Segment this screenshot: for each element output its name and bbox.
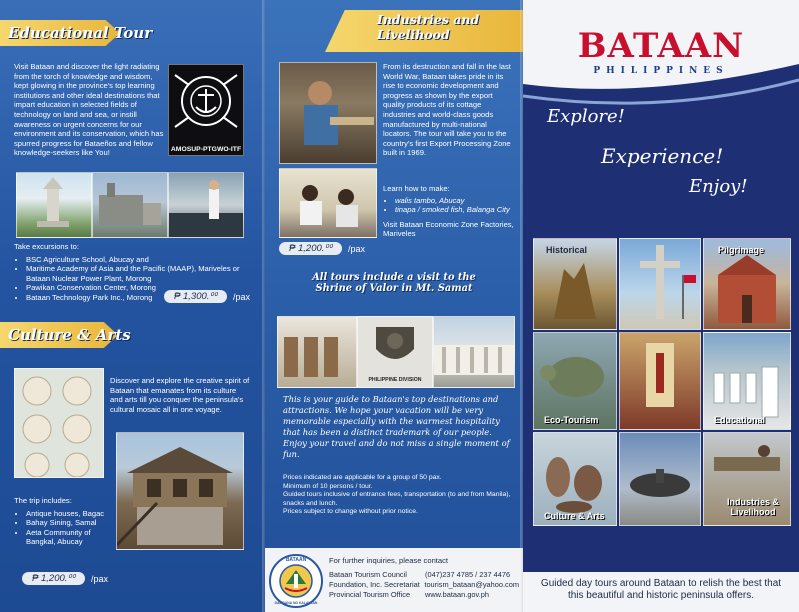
cover-footer: Guided day tours around Bataan to relish the best that this beautiful and historic peninsula offers. [540,578,782,601]
tile-culture [533,432,617,526]
panel-industries-shrine [265,0,523,612]
tile-industries-label: Industries & Livelihood [726,497,779,517]
photo-museum [277,316,357,388]
shrine-heading [265,272,523,294]
educational-banner [8,20,152,46]
photo-craftsman [279,62,377,164]
excursion-item: • Maritime Academy of Asia and the Pacific (MAAP), Mariveles or Bataan Nuclear Power Plant, Morong [26,264,256,283]
photo-antique-house [116,432,244,550]
culture-price [22,572,108,585]
tile-shrine-cross [619,238,701,330]
contact-info: www.bataan.gov.ph [425,590,489,599]
learn-item: • walis tambo, Abucay [395,196,515,206]
tile-church-interior [619,332,701,430]
guide-text: This is your guide to Bataan's top destinations and attractions. We hope your vacation will be very memorable especially with the warmest hospitality that has been a distinct trademark of our people. Enjoy your travel and do not miss a single moment of fun. [283,394,510,459]
price-amount: 1,200.⁰⁰ [40,573,76,584]
photo-power-plant [92,172,168,238]
tile-historical [533,238,617,330]
industries-banner [377,12,479,42]
amosup-seal [168,64,244,156]
contact-org: Bataan Tourism Council [329,570,407,579]
note: Prices indicated are applicable for a group of 50 pax. [283,474,442,481]
learn-item: • tinapa / smoked fish, Balanga City [395,205,515,215]
price-unit: /pax [91,573,109,584]
panel-cover [523,0,799,612]
trip-item: • Bahay Sining, Samal [26,518,114,528]
trip-item: • Antique houses, Bagac [26,509,114,519]
plaque-caption: PHILIPPINE DIVISION [368,377,422,383]
photo-monument [16,172,92,238]
tile-culture-label: Culture & Arts [544,511,605,521]
tile-pilgrimage [703,238,791,330]
learn-label: Learn how to make: [383,184,450,193]
inquiry-label: For further inquiries, please contact [329,556,449,565]
anchor-emblem-icon [169,65,243,141]
note: Minimum of 10 persons / tour. [283,482,373,490]
photo-division-plaque [357,316,433,388]
educational-description: Visit Bataan and discover the light radiating from the torch of knowledge and wisdom, kept glowing in the province's top learning institutions and other ideal destinations that impart education in selected fields of technology on land and sea, or instill awareness on urgent concerns for our environment and its conservation, which has spurred progress for Bataeños and fellow knowledge-seekers like You! [14,62,164,158]
tile-industries [703,432,791,526]
shrine-line-1: All tours include a visit to the [312,272,476,283]
trip-item: • Aeta Community of Bangkal, Abucay [26,528,114,547]
learn-list [383,196,515,215]
tile-educational-label: Educational [714,415,766,425]
price-amount: 1,300.⁰⁰ [182,291,218,302]
culture-banner [8,322,131,348]
slogan-experience: Experience! [601,144,724,168]
tile-historical-label: Historical [546,245,588,255]
photo-shrine-colonnade [433,316,515,388]
tile-eco [533,332,617,430]
bataan-seal-icon [269,554,323,608]
trip-list [14,509,114,547]
industries-price-value: ₱ 1,200.⁰⁰ [279,242,342,255]
photo-factory-workers [279,168,377,238]
culture-description: Discover and explore the creative spirit of Bataan that emanates from its culture and arts till you conquer the peninsula's cultural mosaic all in one voyage. [110,376,250,414]
educational-price [164,290,250,303]
contact-table [329,570,519,600]
photo-ship-bridge [168,172,244,238]
culture-title: Culture & Arts [8,326,131,344]
contact-info: (047)237 4785 / 237 4476 [425,570,511,579]
trip-label: The trip includes: [14,496,72,505]
price-amount: 1,200.⁰⁰ [297,243,333,254]
industries-price [279,242,365,255]
visit-text: Visit Bataan Economic Zone Factories, Mariveles [383,219,514,239]
contact-info: tourism_bataan@yahoo.com [424,580,519,589]
industries-title-2: Livelihood [377,27,450,42]
industries-title-1: Industries and [377,12,480,27]
contact-org: Foundation, Inc. Secretariat [329,580,420,589]
note: Guided tours inclusive of entrance fees, transportation (to and from Manila), snacks and lunch. [283,491,511,507]
shrine-line-2: Shrine of Valor in Mt. Samat [315,283,473,294]
contact-org: Provincial Tourism Office [329,590,411,599]
excursion-item: • Pawikan Conservation Center, Morong [26,283,254,293]
slogan-enjoy: Enjoy! [689,176,748,197]
brand-title: BATAAN [577,26,745,66]
excursion-item: • BSC Agriculture School, Abucay and [26,255,254,265]
country-label: PHILIPPINES [593,66,729,76]
tile-mosaic [523,230,799,572]
tile-educational [703,332,791,430]
excursions-label: Take excursions to: [14,242,79,251]
note: Prices subject to change without prior notice. [283,508,418,516]
excursion-item: • Bataan Technology Park Inc., Morong [26,293,254,303]
seal-bottom-text: DAMBANA NG KALAYAAN [274,601,318,605]
tile-pilgrimage-label: Pilgrimage [718,245,765,255]
photo-capiz-shells [14,368,104,478]
seal-caption: AMOSUP-PTGWO-ITF [170,146,242,153]
price-unit: /pax [348,243,366,254]
contact-row [329,570,519,580]
educational-price-value: ₱ 1,300.⁰⁰ [164,290,227,303]
learn-block [383,184,515,239]
contact-footer [265,548,523,612]
slogan-explore: Explore! [547,106,625,127]
educational-title: Educational Tour [8,24,153,42]
tile-sculpture [619,432,701,526]
industries-description: From its destruction and fall in the last World War, Bataan takes pride in its rise to economic development and progress as shown by the export quality products of its cottage industries and world-class goods manufactured by multi-national locators. The tour will take you to the country's first Export Processing Zone built in 1969. [383,62,511,158]
panel-educational-culture [0,0,265,612]
trip-block [14,496,114,547]
tile-eco-label: Eco-Tourism [544,415,599,425]
seal-top-text: BATAAN [285,557,307,563]
culture-price-value: ₱ 1,200.⁰⁰ [22,572,85,585]
notes-block [283,474,511,517]
contact-row [329,580,519,590]
price-unit: /pax [233,291,251,302]
contact-row [329,590,519,600]
